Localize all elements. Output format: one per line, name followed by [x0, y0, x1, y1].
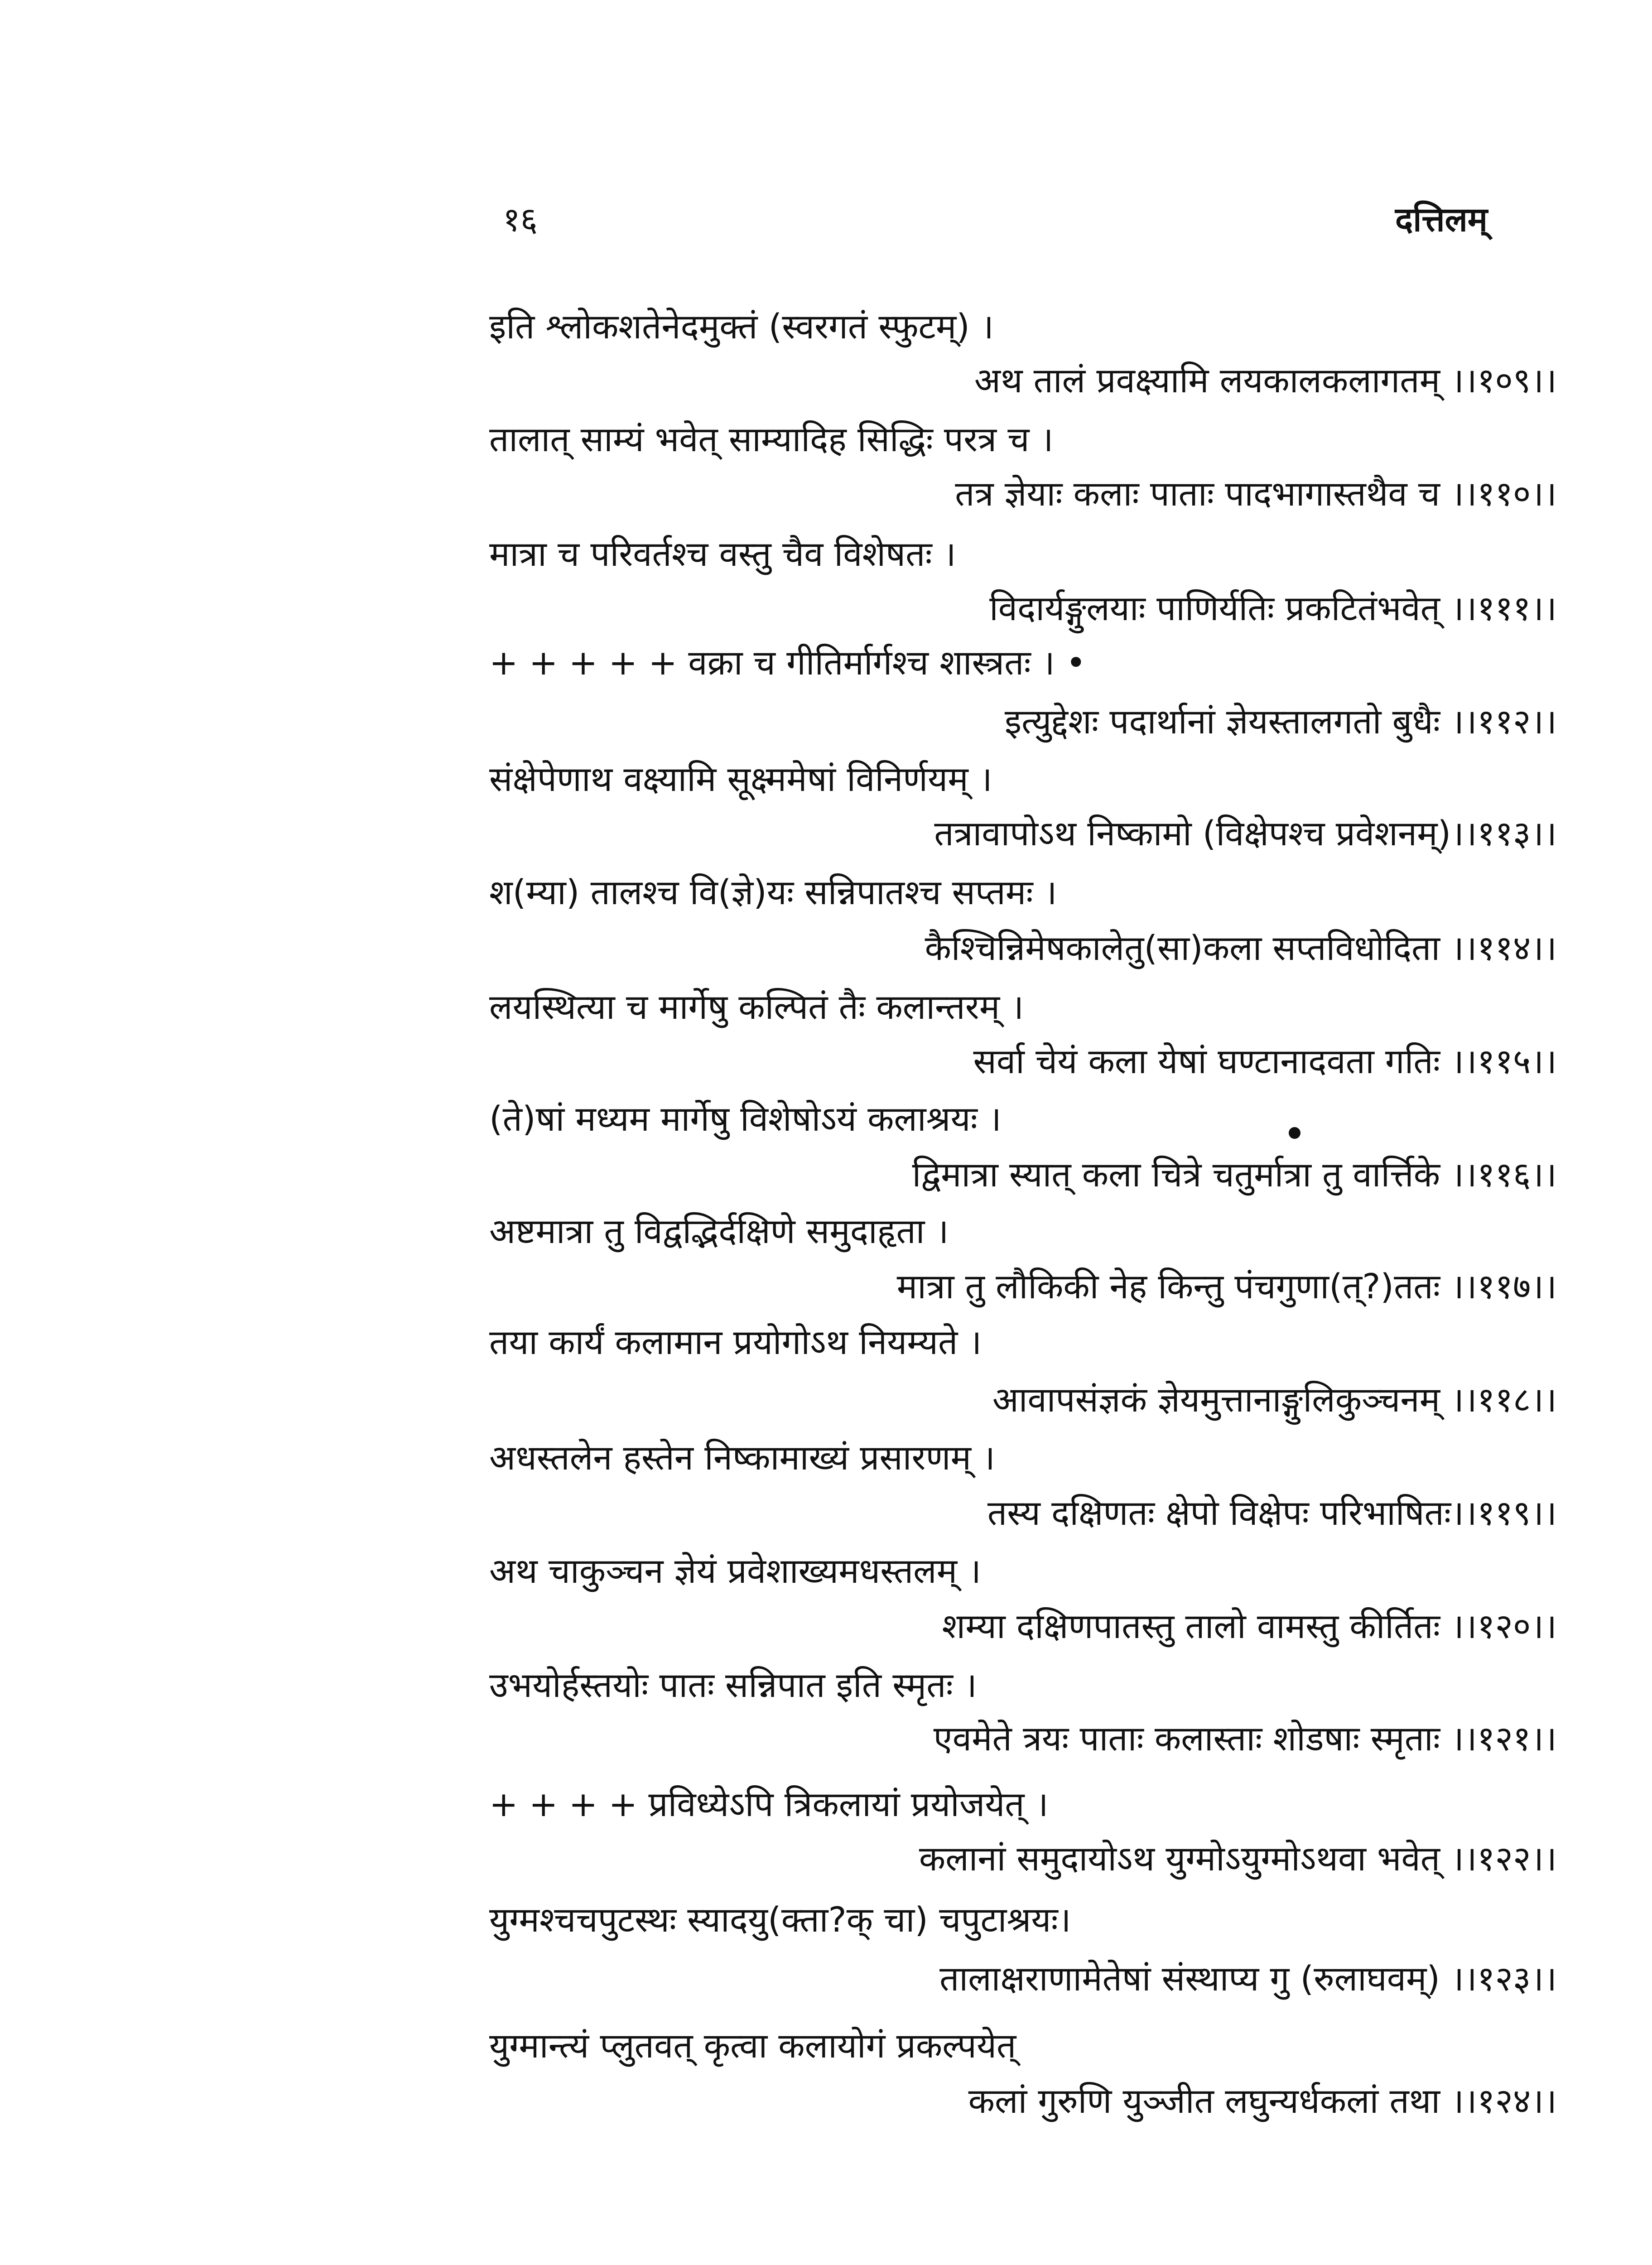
running-title: दत्तिलम्: [1395, 200, 1488, 239]
verse-line: युग्मान्त्यं प्लुतवत् कृत्वा कलायोगं प्रकल्पयेत्: [489, 2025, 1016, 2066]
ink-dot: [1289, 1127, 1300, 1139]
verse-line: कलां गुरुणि युञ्जीत लघुन्यर्धकलां तथा ।।१२४।।: [968, 2081, 1557, 2121]
verse-line: श(म्या) तालश्च वि(ज्ञे)यः सन्निपातश्च सप्तमः ।: [489, 872, 1057, 912]
verse-line: इति श्लोकशतेनेदमुक्तं (स्वरगतं स्फुटम्) ।: [489, 306, 994, 347]
verse-line: + + + + + वक्रा च गीतिर्मार्गश्च शास्त्रतः । •: [489, 642, 1086, 683]
verse-line: + + + + प्रविध्येऽपि त्रिकलायां प्रयोजयेत् ।: [489, 1784, 1049, 1824]
verse-line: द्विमात्रा स्यात् कला चित्रे चतुर्मात्रा तु वार्त्तिके ।।११६।।: [912, 1154, 1557, 1195]
verse-line: मात्रा च परिवर्तश्च वस्तु चैव विशेषतः ।: [489, 534, 956, 574]
verse-line: मात्रा तु लौकिकी नेह किन्तु पंचगुणा(त्?)ततः ।।११७।।: [896, 1266, 1557, 1306]
verse-line: शम्या दक्षिणपातस्तु तालो वामस्तु कीर्तितः ।।१२०।।: [942, 1606, 1557, 1646]
verse-line: आवापसंज्ञकं ज्ञेयमुत्तानाङ्गुलिकुञ्चनम् ।।११८।।: [992, 1379, 1557, 1420]
verse-line: तालाक्षराणामेतेषां संस्थाप्य गु (रुलाघवम्) ।।१२३।।: [939, 1958, 1557, 1999]
verse-line: अष्टमात्रा तु विद्वद्भिर्दक्षिणे समुदाहृता ।: [489, 1211, 949, 1251]
verse-line: एवमेते त्रयः पाताः कलास्ताः शोडषाः स्मृताः ।।१२१।।: [933, 1718, 1557, 1759]
verse-line: संक्षेपेणाथ वक्ष्यामि सूक्ष्ममेषां विनिर्णयम् ।: [489, 759, 992, 799]
verse-line: तत्रावापोऽथ निष्कामो (विक्षेपश्च प्रवेशनम्)।।११३।।: [934, 813, 1557, 853]
verse-line: लयस्थित्या च मार्गेषु कल्पितं तैः कलान्तरम् ।: [489, 987, 1024, 1027]
verse-line: युग्मश्चचपुटस्थः स्यादयु(क्ता?क् चा) चपुटाश्रयः।: [489, 1899, 1071, 1940]
verse-line: अधस्तलेन हस्तेन निष्कामाख्यं प्रसारणम् ।: [489, 1437, 995, 1478]
verse-line: उभयोर्हस्तयोः पातः सन्निपात इति स्मृतः ।: [489, 1665, 977, 1705]
verse-line: सर्वा चेयं कला येषां घण्टानादवता गतिः ।।११५।।: [973, 1041, 1557, 1081]
verse-line: विदार्यङ्गुलयाः पाणिर्यतिः प्रकटितंभवेत् ।।१११।।: [989, 588, 1557, 628]
verse-line: (ते)षां मध्यम मार्गेषु विशेषोऽयं कलाश्रयः ।: [489, 1099, 1002, 1139]
page-number: १६: [503, 200, 538, 239]
verse-line: तया कार्यं कलामान प्रयोगोऽथ नियम्यते ।: [489, 1322, 982, 1362]
verse-line: कैश्चिन्निमेषकालेतु(सा)कला सप्तविधोदिता ।।११४।।: [925, 928, 1557, 968]
verse-line: तत्र ज्ञेयाः कलाः पाताः पादभागास्तथैव च ।।११०।।: [955, 473, 1557, 514]
verse-line: इत्युद्देशः पदार्थानां ज्ञेयस्तालगतो बुधैः ।।११२।।: [1004, 701, 1557, 742]
verse-line: अथ तालं प्रवक्ष्यामि लयकालकलागतम् ।।१०९।।: [974, 360, 1557, 400]
verse-line: तस्य दक्षिणतः क्षेपो विक्षेपः परिभाषितः।।११९।।: [987, 1493, 1557, 1533]
verse-line: तालात् साम्यं भवेत् साम्यादिह सिद्धिः परत्र च ।: [489, 419, 1054, 459]
verse-line: अथ चाकुञ्चन ज्ञेयं प्रवेशाख्यमधस्तलम् ।: [489, 1551, 982, 1591]
verse-line: कलानां समुदायोऽथ युग्मोऽयुग्मोऽथवा भवेत् ।।१२२।।: [919, 1838, 1557, 1879]
